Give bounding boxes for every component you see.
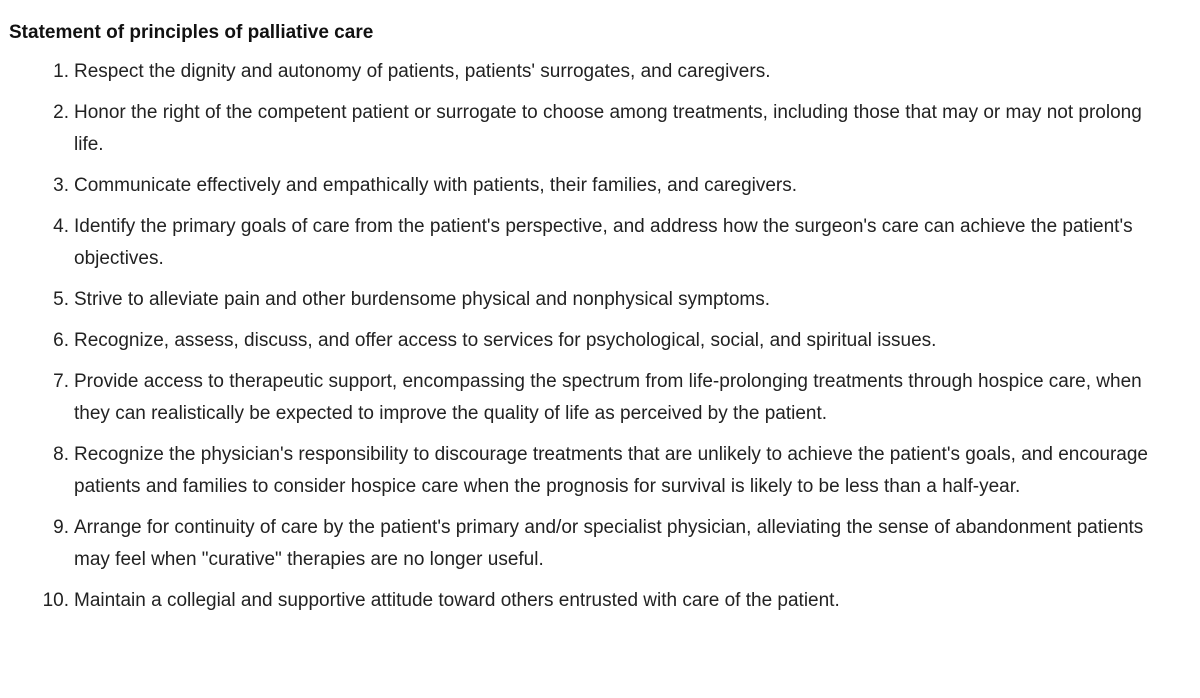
item-text: Communicate effectively and empathically with patients, their families, and caregivers. [74,175,798,196]
item-number: 1. [53,61,69,82]
list-item [9,439,1200,503]
item-text: Strive to alleviate pain and other burdensome physical and nonphysical symptoms. [74,289,770,310]
item-number: 4. [53,216,69,237]
list-item [9,97,1200,161]
item-number: 8. [53,444,69,465]
item-text: Recognize, assess, discuss, and offer access to services for psychological, social, and spiritual issues. [74,330,937,351]
list-item [9,366,1200,430]
list-item [9,512,1200,576]
document-title: Statement of principles of palliative care [9,22,374,43]
list-item [9,585,1200,617]
list-item [9,170,1200,202]
item-number: 7. [53,371,69,392]
item-text: Provide access to therapeutic support, encompassing the spectrum from life-prolonging treatments through hospice care, when they can realistically be expected to improve the quality of life as perceived by the patient. [74,371,1142,424]
item-text: Arrange for continuity of care by the patient's primary and/or specialist physician, alleviating the sense of abandonment patients may feel when "curative" therapies are no longer useful. [74,517,1144,570]
item-text: Respect the dignity and autonomy of patients, patients' surrogates, and caregivers. [74,61,771,82]
list-item [9,284,1200,316]
item-text: Identify the primary goals of care from the patient's perspective, and address how the surgeon's care can achieve the patient's objectives. [74,216,1133,269]
item-text: Maintain a collegial and supportive attitude toward others entrusted with care of the patient. [74,590,840,611]
list-item [9,56,1200,88]
item-number: 3. [53,175,69,196]
principles-list [9,56,1200,617]
item-number: 9. [53,517,69,538]
item-text: Recognize the physician's responsibility to discourage treatments that are unlikely to achieve the patient's goals, and encourage patients and families to consider hospice care when the prognosis for survival is likely to be less than a half-year. [74,444,1149,497]
item-number: 10. [42,590,69,611]
list-item [9,325,1200,357]
list-item [9,211,1200,275]
item-text: Honor the right of the competent patient or surrogate to choose among treatments, including those that may or may not prolong life. [74,102,1142,155]
item-number: 5. [53,289,69,310]
item-number: 6. [53,330,69,351]
item-number: 2. [53,102,69,123]
